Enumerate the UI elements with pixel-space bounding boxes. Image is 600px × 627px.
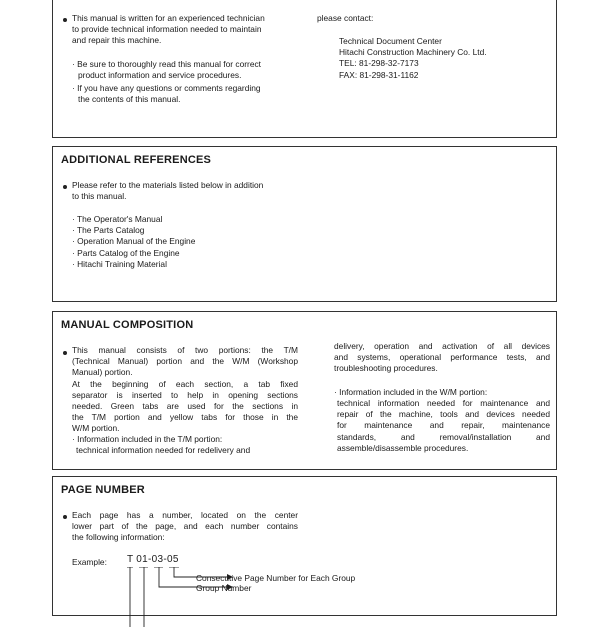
section-title: ADDITIONAL REFERENCES — [61, 154, 212, 166]
composition-line: assemble/disassemble procedures. — [337, 443, 469, 453]
intro-line: product information and service procedures. — [78, 70, 242, 80]
bullet-icon — [63, 18, 67, 22]
reference-item: · Hitachi Training Material — [72, 259, 167, 269]
intro-line: to provide technical information needed to maintain — [72, 24, 262, 34]
composition-line: and systems, operational performance tests, and — [334, 352, 550, 362]
composition-line: This manual consists of two portions: the T/M — [72, 345, 298, 355]
example-label: Example: — [72, 557, 107, 567]
composition-line: delivery, operation and activation of all devices — [334, 341, 550, 351]
contact-line: TEL: 81-298-32-7173 — [339, 58, 419, 68]
composition-line: technical information needed for redelivery and — [76, 445, 251, 455]
page-number-line: the following information: — [72, 532, 165, 542]
composition-box — [52, 311, 557, 470]
composition-line: for maintenance and repair, maintenance — [337, 420, 550, 430]
page-number-box — [52, 476, 557, 616]
intro-line: · Be sure to thoroughly read this manual for correct — [72, 59, 261, 69]
composition-line: At the beginning of each section, a tab fixed — [72, 379, 298, 389]
intro-line: and repair this machine. — [72, 35, 162, 45]
references-box — [52, 146, 557, 302]
composition-line: · Information included in the W/M portion: — [334, 387, 488, 397]
composition-line: troubleshooting procedures. — [334, 363, 438, 373]
reference-item: · Operation Manual of the Engine — [72, 236, 196, 246]
section-title: PAGE NUMBER — [61, 484, 145, 496]
composition-line: (Technical Manual) portion and the W/M (Workshop — [72, 356, 298, 366]
reference-item: · The Operator's Manual — [72, 214, 163, 224]
reference-item: · The Parts Catalog — [72, 225, 145, 235]
bullet-icon — [63, 515, 67, 519]
bullet-icon — [63, 351, 67, 355]
composition-line: W/M portion. — [72, 423, 120, 433]
intro-line: · If you have any questions or comments regarding — [72, 83, 261, 93]
composition-line: the T/M portion and yellow tabs for those in the — [72, 412, 298, 422]
composition-line: repair of the machine, tools and devices needed — [337, 409, 550, 419]
intro-line: the contents of this manual. — [78, 94, 181, 104]
intro-line: This manual is written for an experienced technician — [72, 13, 265, 23]
intro-box — [52, 0, 557, 138]
bullet-icon — [63, 185, 67, 189]
composition-line: standards, and removal/installation and — [337, 432, 550, 442]
composition-line: needed. Green tabs are used for the sections in — [72, 401, 298, 411]
contact-line: Hitachi Construction Machinery Co. Ltd. — [339, 47, 487, 57]
contact-line: please contact: — [317, 13, 374, 23]
contact-line: FAX: 81-298-31-1162 — [339, 70, 419, 80]
references-intro: Please refer to the materials listed below in addition — [72, 180, 264, 190]
page-number-line: lower part of the page, and each number contains — [72, 521, 298, 531]
composition-line: technical information needed for maintenance and — [337, 398, 550, 408]
composition-line: · Information included in the T/M portion: — [72, 434, 223, 444]
composition-line: separator is inserted to help in opening sections — [72, 390, 298, 400]
callout-page-number: Consecutive Page Number for Each Group — [196, 573, 356, 583]
callout-group-number: Group Number — [196, 583, 252, 593]
composition-line: Manual) portion. — [72, 367, 133, 377]
contact-line: Technical Document Center — [339, 36, 442, 46]
example-code: T 01-03-05 — [127, 554, 179, 565]
references-intro: to this manual. — [72, 191, 127, 201]
reference-item: · Parts Catalog of the Engine — [72, 248, 180, 258]
section-title: MANUAL COMPOSITION — [61, 319, 194, 331]
page-number-line: Each page has a number, located on the center — [72, 510, 298, 520]
